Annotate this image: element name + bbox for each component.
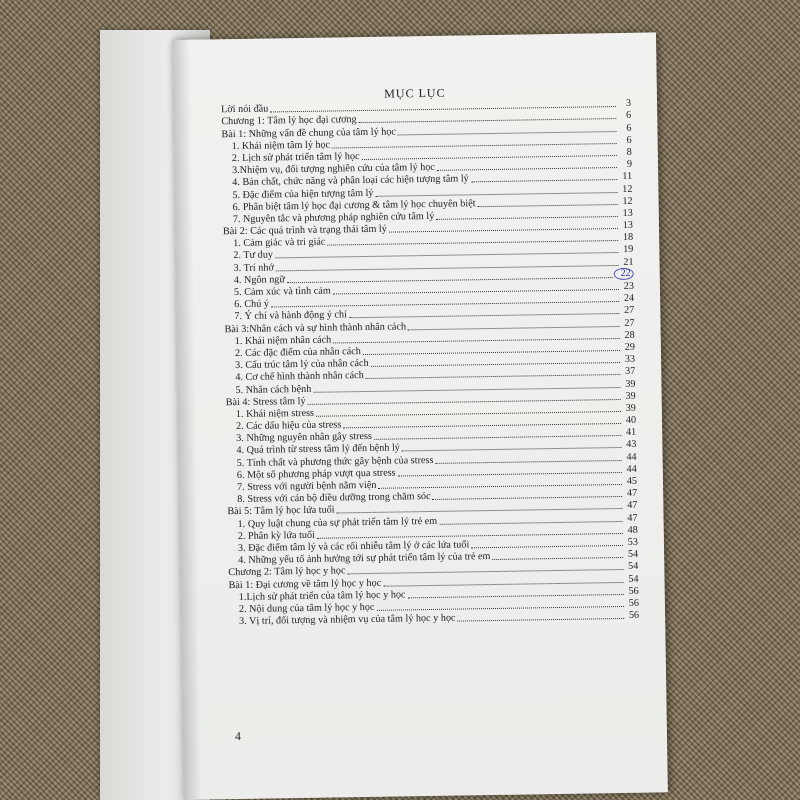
toc-entry-page: 54	[627, 548, 639, 561]
toc-entry-label: 3. Cấu trúc tâm lý của nhân cách	[235, 358, 369, 372]
toc-entry-label: 2. Lịch sử phát triển tâm lý học	[231, 151, 360, 165]
toc-entry-page: 24	[623, 292, 635, 305]
toc-entry-label: 2. Nội dung của tâm lý học y học	[238, 601, 375, 615]
toc-entry-page: 37	[624, 366, 636, 378]
toc-entry-label: 3. Vị trí, đối tượng và nhiệm vụ của tâm lý học y học	[239, 612, 456, 628]
toc-entry-page: 39	[625, 378, 636, 390]
toc-entry-label: 5. Cảm xúc và tình cảm	[233, 285, 331, 299]
toc-entry-label: Bài 4: Stress tâm lý	[225, 395, 306, 408]
toc-entry-page: 53	[627, 536, 639, 548]
toc-entry-page: 3	[625, 97, 632, 110]
toc-entry-label: 7. Ý chí và hành động ý chí	[234, 309, 348, 323]
toc-entry-page: 47	[626, 487, 638, 500]
toc-entry-page: 54	[628, 573, 639, 585]
toc-entry-label: Lời nói đầu	[221, 103, 269, 116]
toc-entry-page: 12	[622, 195, 633, 207]
toc-entry-label: Bài 3:Nhân cách và sự hình thành nhân cách	[224, 320, 407, 335]
toc-entry-label: 6. Phân biệt tâm lý học đại cương & tâm lý học chuyên biệt	[232, 197, 476, 213]
toc-entry-label: Bài 1: Những vấn đề chung của tâm lý học	[221, 126, 396, 140]
toc-entry-label: 4. Cơ chế hình thành nhân cách	[235, 370, 364, 384]
toc-entry-label: 1. Khái niệm stress	[235, 407, 315, 420]
toc-entry-label: 5. Nhân cách bệnh	[235, 383, 312, 396]
toc-entry-label: 7. Stress với người bệnh nằm viện	[236, 479, 377, 494]
toc-entry-label: 1.Lịch sử phát triển của tâm lý học y học	[238, 589, 406, 603]
toc-entry-page: 39	[625, 402, 636, 414]
toc-entry-page: 23	[623, 280, 635, 292]
toc-entry-page: 39	[625, 390, 636, 402]
toc-entry-label: 1. Quy luật chung của sự phát triển tâm lý trẻ em	[237, 515, 438, 530]
toc-entry-label: 4. Bản chất, chức năng và phân loại các hiện tượng tâm lý	[232, 173, 469, 189]
toc-entry-page: 11	[622, 171, 633, 183]
toc-entry-page: 41	[625, 427, 637, 439]
toc-entry-label: 5. Tính chất và phương thức gây bệnh của stress	[236, 454, 434, 469]
toc-entry-page: 9	[626, 158, 633, 170]
toc-entry-page: 56	[628, 597, 639, 609]
toc-entry-page: 6	[626, 134, 632, 146]
toc-entry-page: 44	[626, 463, 637, 475]
toc-entry-label: Bài 5: Tâm lý học lứa tuổi	[227, 504, 335, 518]
toc-entry-page: 47	[627, 500, 638, 512]
toc-entry-label: 2. Phân kỳ lứa tuổi	[237, 529, 316, 542]
toc-entry-label: 6. Chú ý	[234, 298, 270, 311]
toc-entry-label: 7. Nguyên tắc và phương pháp nghiên cứu tâm lý	[232, 210, 435, 225]
toc-entry-label: 3. Đặc điểm tâm lý và các rối nhiễu tâm lý ở các lứa tuổi	[237, 539, 470, 554]
toc-entry-label: 1. Khái niệm nhân cách	[234, 334, 332, 347]
toc-entry-page: 8	[626, 146, 632, 158]
toc-entry-page: 19	[623, 244, 634, 256]
toc-entry-label: 2. Các đặc điểm của nhân cách	[234, 346, 361, 359]
book-page	[172, 32, 668, 800]
toc-entry-page: 40	[625, 414, 637, 426]
toc-entry-page: 48	[627, 524, 638, 536]
toc-list	[221, 97, 639, 627]
toc-entry-label: 4. Quá trình từ stress tâm lý đến bệnh lý	[236, 442, 400, 457]
toc-entry-label: 3. Những nguyên nhân gây stress	[236, 431, 373, 445]
toc-entry-label: 6. Một số phương pháp vượt qua stress	[236, 467, 396, 481]
toc-entry-label: 3.Nhiệm vụ, đối tượng nghiên cứu của tâm lý học	[231, 162, 436, 177]
toc-entry-label: 2. Các dấu hiệu của stress	[235, 419, 342, 433]
toc-entry-label: 1. Khái niệm tâm lý học	[231, 139, 331, 152]
toc-entry-label: 5. Đặc điểm của hiện tượng tâm lý	[232, 187, 374, 201]
toc-entry-label: 3. Trí nhớ	[233, 262, 274, 274]
toc-entry-page: 6	[626, 122, 632, 134]
toc-entry-label: 1. Cảm giác và tri giác	[233, 236, 326, 250]
toc-entry-label: 8. Stress với cán bộ điều dưỡng trong chăm sóc	[237, 491, 431, 506]
toc-entry-label: 4. Ngôn ngữ	[233, 274, 285, 286]
toc-entry-page: 56	[628, 609, 640, 621]
toc-entry-page: 47	[627, 512, 638, 524]
toc-entry-page: 56	[628, 585, 639, 597]
toc-entry-page: 6	[626, 110, 632, 122]
toc-entry-page: 27	[624, 305, 635, 317]
toc-title: MỤC LỤC	[384, 85, 446, 101]
toc-entry-label: 2. Tư duy	[233, 249, 274, 262]
toc-entry-label: Bài 2: Các quá trình và trạng thái tâm lý	[222, 223, 387, 238]
toc-entry-label: Chương 1: Tâm lý học đại cương	[221, 114, 357, 128]
toc-entry-label: Bài 1: Đại cương về tâm lý học y học	[228, 577, 382, 591]
toc-entry-page: 29	[624, 341, 635, 353]
toc-entry-page: 12	[622, 183, 633, 195]
toc-leader-dots	[458, 618, 625, 622]
toc-entry-page: 27	[624, 317, 635, 329]
toc-entry-page: 13	[622, 219, 634, 232]
toc-entry-page: 28	[624, 329, 635, 341]
toc-entry-page: 45	[626, 475, 638, 487]
toc-entry-page-circled: 22	[614, 268, 634, 280]
toc-entry-page: 33	[624, 353, 636, 366]
toc-entry-page: 44	[626, 451, 637, 463]
toc-entry-label: Chương 2: Tâm lý học y học	[228, 565, 346, 579]
toc-entry-label: 4. Những yếu tố ảnh hưởng tới sự phát triển tâm lý của trẻ em	[238, 551, 491, 567]
toc-entry-page: 18	[622, 232, 634, 244]
toc-entry-page: 13	[622, 207, 633, 219]
page-number: 4	[234, 729, 242, 744]
toc-entry-page: 43	[626, 439, 637, 451]
toc-entry-page: 54	[628, 561, 639, 573]
toc-entry-page: 21	[623, 256, 634, 268]
